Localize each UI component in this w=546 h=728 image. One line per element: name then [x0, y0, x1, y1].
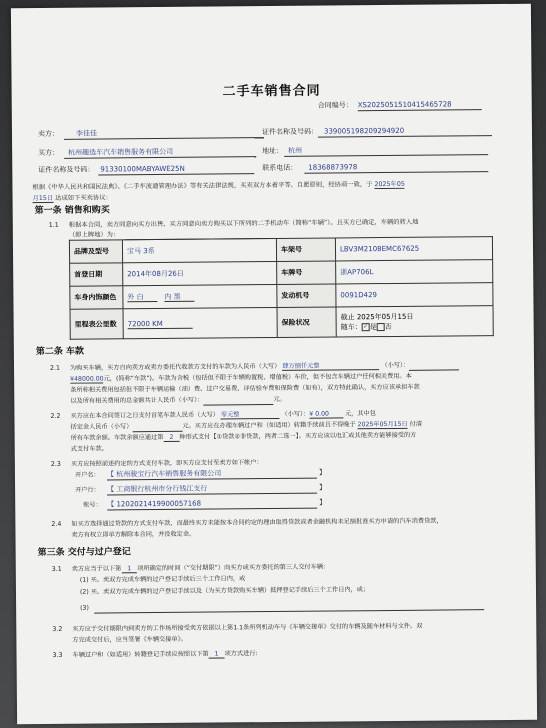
seller-id-label: 证件名称及号码：: [261, 127, 319, 137]
bracket-close: 】: [318, 468, 326, 477]
buyer-id: 91330100MABYAWE25N: [98, 164, 254, 175]
phone-label: 联系电话：: [262, 163, 298, 173]
mileage-value: 72000 KM: [123, 307, 277, 338]
insurance-label: 保险状况: [277, 307, 336, 338]
contract-no: XS2025051510415465728: [358, 100, 482, 111]
contract-no-label: 合同编号：: [317, 101, 353, 110]
opt-3-blank: [94, 600, 484, 613]
plate-value: 浙AP706L: [336, 260, 493, 284]
contract-page: [11, 4, 537, 725]
clause-3-2-num: 3.2: [52, 625, 63, 633]
buyer-addr-label: 地址：: [262, 146, 284, 156]
clause-2-4-num: 2.4: [51, 520, 62, 528]
bracket-close: 】: [319, 498, 327, 507]
vehicle-info-table: [69, 236, 494, 340]
insurance-attached: 随车：✓是 否: [340, 322, 392, 331]
insurance-value: [336, 306, 493, 337]
clause-2-2-line-4: 式支付车款。: [70, 445, 108, 453]
bank-label: 开户行：: [75, 486, 100, 494]
yes-checkbox[interactable]: ✓: [363, 322, 369, 330]
buyer-id-label: 证件名称及号码：: [38, 165, 95, 175]
clause-2-1-line-4: 以及所有相关费用的总金额共计人民币（小写）： 元。: [70, 395, 286, 405]
bank-account-name-label: 开户名：: [74, 471, 100, 479]
clause-2-1-line-3: 条所称相关费用包括但不限于车辆运输（油）费、过户交易费、评估验车费和保险费（如有），双方特此确认，买方应该承担车款: [70, 383, 420, 394]
clause-2-4-line-2: 卖方有权立即单方解除本合同，并没收定金。: [71, 530, 196, 539]
clause-3-1-text: 卖方应当于以下第 1 项所确定的时间（“交付期限”）向买方或买方委托的第三人交付车辆：: [71, 563, 330, 573]
reg-date-label: 首登日期: [70, 263, 123, 286]
account-no-label: 账号：: [83, 501, 102, 509]
clause-1-1-num: 1.1: [48, 221, 59, 229]
plate-label: 车牌号: [277, 261, 336, 285]
clause-1-1-text-b: （即上牌地）为：: [68, 231, 120, 239]
section-2-heading: 第二条 车款: [35, 346, 85, 358]
clause-2-2-line-2: 括定金人民币（小写） 元。买方应在办理车辆过户和（如适用）转籍手续前且不得晚于 2025年05月15日 付清: [70, 420, 423, 431]
seller-id: 339005198209294920: [318, 126, 492, 138]
clause-3-1-num: 3.1: [51, 565, 62, 573]
clause-2-1-num: 2.1: [49, 364, 61, 372]
bracket-close: 】: [319, 483, 327, 492]
clause-2-2-line-3: 所有车款余额。车款余额应通过第 2 种形式支付【①贷款②非贷款，两者二选一】。买方应该以电汇或其他卖方能够接受的方: [70, 431, 417, 442]
page-title: 二手车销售合同: [222, 83, 321, 100]
brand-label: 品牌及型号: [69, 240, 122, 263]
section-3-heading: 第三条 交付与过户登记: [37, 547, 131, 559]
clause-3-1-opt-1: (1) 买、卖双方完成车辆的过户登记手续后三个工作日内，或: [79, 575, 246, 584]
reg-date-value: 2014年08月26日: [123, 261, 277, 285]
mileage-label: 里程表公里数: [70, 309, 123, 339]
color-label: 车身内饰颜色: [70, 286, 123, 309]
vin-value: LBV3M2108EMC67625: [335, 237, 492, 261]
clause-2-3-num: 2.3: [50, 460, 61, 468]
clause-2-2-line-1: 买方应在本合同签订之日支付首笔车款人民币（大写） 零元整 （小写）：¥ 0.00 元，其中包: [70, 410, 376, 420]
clause-1-1-text: 根据本合同，卖方同意向买方出售、买方同意向卖方购买以下所列的二手机动车（简称“车辆”）。且买方已确定，车辆的转入地: [68, 218, 419, 229]
section-1-heading: 第一条 销售和购买: [34, 205, 110, 217]
insurance-expiry: 截止 2025年05月15日: [340, 312, 414, 321]
bank-account-name: 【 杭州骏宝行汽车销售服务有限公司: [107, 469, 317, 481]
clause-2-2-num: 2.2: [50, 412, 61, 420]
clause-3-2-line-1: 买方应于交付期限内到卖方的工作场所接受卖方依据以上第1.1条所列机动车与《车辆交接单》交付的车辆及随车材料与文件。双: [72, 622, 423, 633]
engine-value: 0091D429: [336, 283, 493, 307]
table-row: [70, 306, 493, 340]
clause-3-3-text: 车辆过户和（如适用）转籍登记手续应按照以下第 1 项方式进行:: [72, 650, 258, 659]
seller-name: 李佳佳: [64, 128, 264, 140]
clause-2-1-line-2: ¥48000.00元，(简称“车款”)。车款为含税（包括但不限于车辆购置税、增值税）车价，但不包含车辆过户任何相关费用。本: [70, 372, 412, 383]
color-value: 外 白 内 黑: [123, 284, 277, 308]
buyer-name: 杭州趣选车汽车销售服务有限公司: [64, 147, 256, 159]
clause-3-3-num: 3.3: [52, 651, 63, 659]
account-no: 【 1202021419900057168: [107, 499, 317, 511]
clause-2-3-text: 买方应按照前述约定的方式支付车款，即买方应支付至卖方如下帐户：: [70, 459, 263, 468]
clause-2-4-line-1: 如买方选择通过贷款的方式支付车款，而最终买方未能按本合同约定的理由取得贷款或者金融机构未足额批准买方申请的汽车消费贷款，: [71, 517, 443, 528]
phone: 18368873978: [304, 162, 488, 174]
brand-value: 宝马 3系: [122, 238, 276, 262]
vin-label: 车架号: [276, 238, 335, 262]
clause-2-1-line-1: 为购买车辆，买方自向卖方或卖方委托代收款方支付的车款为人民币（大写） 肆万捌仟元整 （小写）：: [70, 360, 459, 373]
buyer-address: 杭州: [284, 145, 488, 157]
clause-3-1-opt-2: (2) 买、卖双方完成车辆的过户登记手续以及（为买方贷款购买车辆）抵押登记手续后三个工作日内，或；: [79, 586, 370, 596]
clause-3-1-opt-3: (3): [80, 604, 89, 612]
preamble-line-1: 根据《中华人民共和国民法典》、《二手车流通管理办法》等有关法律法规，买卖双方本着平等、自愿原则，经协商一致，于 2025年05: [32, 180, 405, 192]
no-checkbox[interactable]: [377, 323, 385, 331]
buyer-label: 买方：: [38, 148, 60, 158]
engine-label: 发动机号: [277, 284, 336, 308]
preamble-line-2: 月15日 达成如下买卖协议：: [32, 194, 112, 203]
bank-name: 【 工商银行杭州市分行钱江支行: [107, 484, 317, 496]
seller-label: 卖方：: [37, 129, 60, 139]
clause-3-2-line-2: 方完成交付后，应当签署《车辆交接单》。: [72, 635, 187, 644]
